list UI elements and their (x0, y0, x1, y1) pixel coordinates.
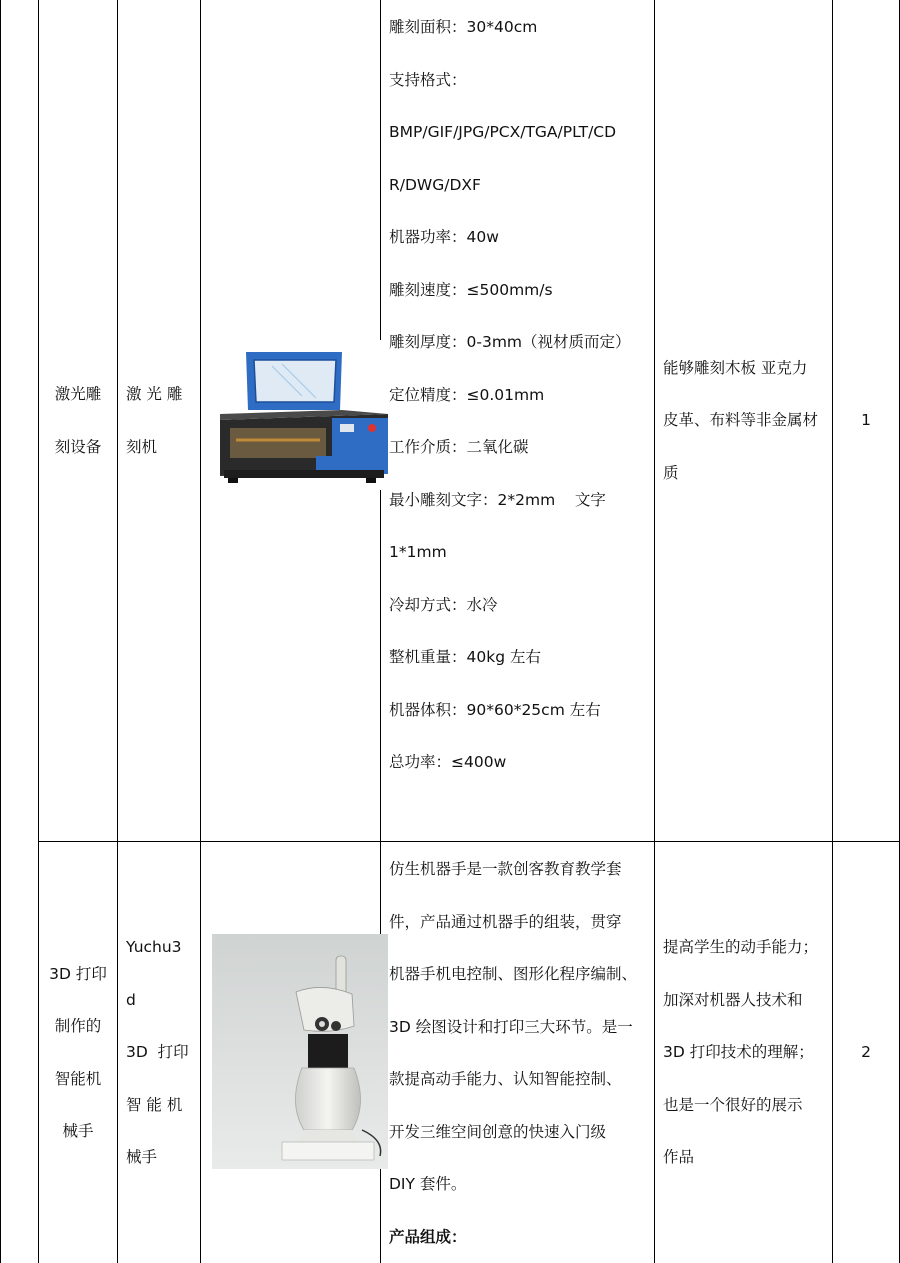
product-name-cell (126, 0, 200, 841)
category-cell (39, 842, 117, 1263)
category-text: 激光雕 (54, 385, 102, 403)
spec-line: 机器功率：40w (389, 228, 499, 246)
quantity-cell (833, 0, 899, 841)
spec-line: 支持格式： (389, 70, 467, 89)
spec-line: 最小雕刻文字：2*2mm 文字 (389, 490, 606, 509)
usage-text: 加深对机器人技术和 (663, 990, 803, 1009)
spec-line: 3D 绘图设计和打印三大环节。是一 (389, 1017, 633, 1036)
product-name-cell (126, 842, 196, 1263)
category-text: 械手 (62, 1122, 94, 1140)
usage-text: 3D 打印技术的理解； (663, 1043, 814, 1062)
spec-line: 雕刻厚度：0-3mm（视材质而定） (389, 333, 631, 351)
spec-line: 总功率：≤400w (389, 753, 507, 771)
usage-text: 作品 (663, 1148, 695, 1167)
spec-line: 工作介质：二氧化碳 (389, 438, 529, 456)
table-border-left (0, 0, 1, 1263)
product-name-text: 智 能 机 (126, 1095, 183, 1114)
product-name-text: 激 光 雕 (126, 385, 183, 403)
spec-line: 开发三维空间创意的快速入门级 (389, 1122, 607, 1141)
column-divider (117, 0, 118, 1263)
usage-text: 皮革、布料等非金属材 (663, 411, 819, 430)
spec-line: 雕刻面积：30*40cm (389, 18, 538, 36)
spec-line: 整机重量：40kg 左右 (389, 648, 541, 666)
product-name-text: Yuchu3 (126, 938, 182, 957)
product-name-text: 械手 (126, 1148, 158, 1167)
spec-line: 机器体积：90*60*25cm 左右 (389, 700, 601, 719)
column-divider (200, 0, 201, 1263)
usage-text: 提高学生的动手能力； (663, 938, 819, 957)
spec-line-text: 仿生机器手是一款创客教育教学套 (389, 860, 622, 878)
spec-line (389, 843, 647, 896)
spec-line: 1*1mm (389, 543, 447, 561)
spec-line: 冷却方式：水冷 (389, 595, 498, 614)
category-text: 制作的 (54, 1017, 102, 1035)
category-cell (39, 0, 117, 841)
product-name-text: 刻机 (126, 437, 158, 456)
specification-cell (389, 843, 647, 1263)
product-name-text: 3D 打印 (126, 1043, 189, 1062)
usage-text: 也是一个很好的展示 (663, 1095, 803, 1114)
category-text: 3D 打印 (49, 964, 107, 983)
quantity-value: 1 (861, 411, 871, 430)
specification-cell (389, 1, 647, 841)
category-text: 智能机 (54, 1069, 102, 1088)
spec-line: 件，产品通过机器手的组装，贯穿 (389, 912, 622, 931)
column-divider (654, 0, 655, 1263)
spec-line: DIY 套件。 (389, 1175, 467, 1193)
quantity-value: 2 (861, 1043, 871, 1062)
spec-heading: 产品组成： (389, 1227, 467, 1246)
spec-line: 定位精度：≤0.01mm (389, 385, 545, 404)
product-name-text: d (126, 990, 136, 1009)
category-text: 刻设备 (54, 437, 102, 456)
spec-line: 款提高动手能力、认知智能控制、 (389, 1070, 622, 1088)
robotic-hand-image (212, 934, 388, 1169)
spec-line: 雕刻速度：≤500mm/s (389, 280, 553, 299)
spec-line: R/DWG/DXF (389, 175, 481, 194)
spec-line: BMP/GIF/JPG/PCX/TGA/PLT/CD (389, 123, 617, 141)
usage-text: 能够雕刻木板 亚克力 (663, 358, 808, 377)
laser-engraver-image (212, 340, 392, 490)
usage-cell (663, 842, 829, 1263)
spec-line: 机器手机电控制、图形化程序编制、 (389, 965, 638, 983)
quantity-cell (833, 842, 899, 1263)
usage-cell (663, 0, 829, 841)
usage-text: 质 (663, 463, 679, 482)
